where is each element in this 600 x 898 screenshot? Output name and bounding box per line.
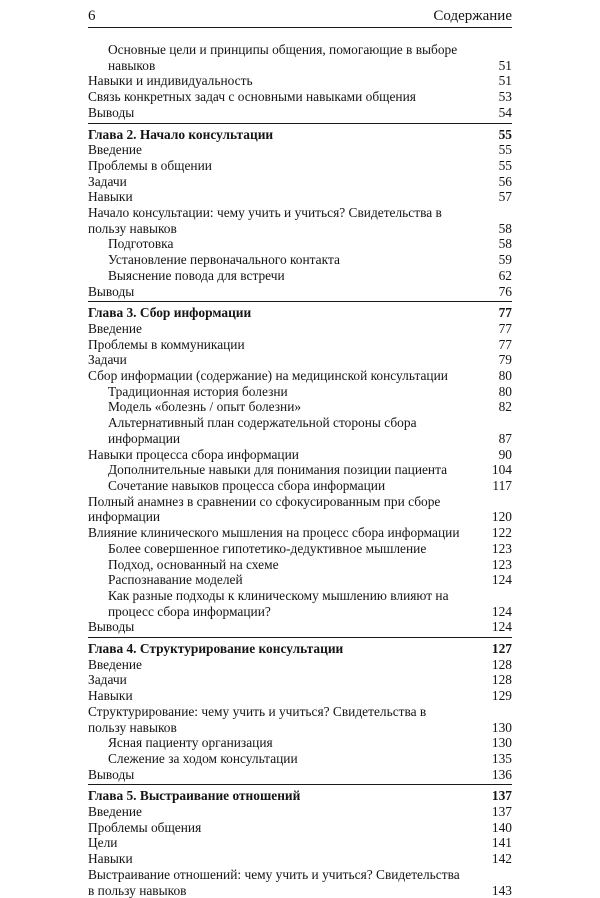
toc-entry-title: Выводы xyxy=(88,766,135,782)
toc-page-number: 79 xyxy=(498,352,512,368)
toc-page-number: 55 xyxy=(498,142,512,158)
toc-entry[interactable] xyxy=(88,867,512,898)
toc-entry-title: Выстраивание отношений: чему учить и учиться? Свидетельства в пользу навыков xyxy=(88,866,460,898)
toc-entry-title: Глава 5. Выстраивание отношений xyxy=(88,788,301,804)
toc-subentry[interactable] xyxy=(88,751,512,767)
toc-page-number: 59 xyxy=(498,252,512,268)
toc-entry-title: Традиционная история болезни xyxy=(108,383,288,399)
running-title: Содержание xyxy=(433,8,512,24)
chapter-divider xyxy=(88,301,512,302)
page-header xyxy=(88,3,512,27)
toc-page-number: 136 xyxy=(491,766,512,782)
toc-page-number: 51 xyxy=(498,57,512,73)
toc-page-number: 87 xyxy=(498,430,512,446)
table-of-contents xyxy=(88,42,512,898)
toc-entry[interactable] xyxy=(88,174,512,190)
toc-page-number: 77 xyxy=(498,336,512,352)
toc-page-number: 56 xyxy=(498,173,512,189)
header-rule xyxy=(88,27,512,28)
toc-entry[interactable] xyxy=(88,368,512,384)
toc-page-number: 77 xyxy=(498,320,512,336)
toc-page-number: 62 xyxy=(498,267,512,283)
toc-subentry[interactable] xyxy=(88,399,512,415)
toc-entry[interactable] xyxy=(88,89,512,105)
toc-page-number: 117 xyxy=(492,477,512,493)
toc-page-number: 142 xyxy=(491,851,512,867)
toc-entry-title: Навыки xyxy=(88,851,133,867)
toc-page-number: 76 xyxy=(498,283,512,299)
toc-entry-title: Установление первоначального контакта xyxy=(108,252,340,268)
toc-subentry[interactable] xyxy=(88,735,512,751)
toc-entry-title: Полный анамнез в сравнении со сфокусированным при сборе информации xyxy=(88,493,441,525)
toc-page-number: 51 xyxy=(498,73,512,89)
toc-chapter-heading[interactable] xyxy=(88,641,512,657)
toc-page-number: 130 xyxy=(491,735,512,751)
toc-page-number: 124 xyxy=(491,572,512,588)
toc-entry-title: Глава 4. Структурирование консультации xyxy=(88,641,344,657)
toc-entry[interactable] xyxy=(88,820,512,836)
toc-entry-title: Навыки и индивидуальность xyxy=(88,73,253,89)
toc-entry-title: Альтернативный план содержательной стороны сбора информации xyxy=(108,415,417,446)
toc-entry[interactable] xyxy=(88,804,512,820)
toc-entry-title: Ясная пациенту организация xyxy=(108,735,273,751)
toc-page-number: 58 xyxy=(498,236,512,252)
toc-page-number: 124 xyxy=(491,603,512,619)
toc-chapter-heading[interactable] xyxy=(88,305,512,321)
toc-page-number: 54 xyxy=(498,104,512,120)
toc-page-number: 57 xyxy=(498,189,512,205)
toc-entry-title: Введение xyxy=(88,320,142,336)
toc-page-number: 143 xyxy=(491,882,512,898)
toc-entry[interactable] xyxy=(88,73,512,89)
toc-page-number: 122 xyxy=(491,525,512,541)
toc-entry[interactable] xyxy=(88,105,512,121)
toc-page-number: 90 xyxy=(498,446,512,462)
toc-chapter-heading[interactable] xyxy=(88,127,512,143)
toc-entry[interactable] xyxy=(88,447,512,463)
toc-entry-title: Проблемы общения xyxy=(88,819,202,835)
toc-entry[interactable] xyxy=(88,767,512,783)
toc-entry-title: Глава 2. Начало консультации xyxy=(88,126,274,142)
toc-entry-title: Основные цели и принципы общения, помогающие в выборе навыков xyxy=(108,42,458,73)
toc-page-number: 77 xyxy=(498,305,512,321)
toc-entry-title: Навыки xyxy=(88,688,133,704)
toc-page-number: 123 xyxy=(491,540,512,556)
toc-entry-title: Сочетание навыков процесса сбора информации xyxy=(108,477,386,493)
toc-entry[interactable] xyxy=(88,158,512,174)
toc-entry[interactable] xyxy=(88,321,512,337)
toc-page-number: 80 xyxy=(498,383,512,399)
toc-subentry[interactable] xyxy=(88,588,512,619)
toc-entry-title: Введение xyxy=(88,804,142,820)
toc-entry-title: Выводы xyxy=(88,104,135,120)
toc-entry-title: Начало консультации: чему учить и учиться? Свидетельства в пользу навыков xyxy=(88,205,442,236)
chapter-divider xyxy=(88,123,512,124)
toc-subentry[interactable] xyxy=(88,557,512,573)
toc-chapter-heading[interactable] xyxy=(88,788,512,804)
toc-entry-title: Как разные подходы к клиническому мышлению влияют на процесс сбора информации? xyxy=(108,587,449,619)
toc-entry-title: Выяснение повода для встречи xyxy=(108,267,285,283)
toc-page-number: 137 xyxy=(491,804,512,820)
toc-entry-title: Распознавание моделей xyxy=(108,572,243,588)
toc-entry-title: Задачи xyxy=(88,352,127,368)
toc-page-number: 120 xyxy=(491,509,512,525)
toc-entry[interactable] xyxy=(88,672,512,688)
toc-entry[interactable] xyxy=(88,142,512,158)
toc-page-number: 53 xyxy=(498,89,512,105)
toc-entry[interactable] xyxy=(88,851,512,867)
toc-entry-title: Введение xyxy=(88,142,142,158)
toc-page-number: 55 xyxy=(498,157,512,173)
toc-page-number: 135 xyxy=(491,750,512,766)
toc-page-number: 124 xyxy=(491,619,512,635)
toc-entry[interactable] xyxy=(88,704,512,735)
toc-subentry[interactable] xyxy=(88,236,512,252)
toc-page-number: 137 xyxy=(491,788,512,804)
toc-entry-title: Навыки xyxy=(88,189,133,205)
toc-entry-title: Проблемы в коммуникации xyxy=(88,336,245,352)
toc-page-number: 129 xyxy=(491,688,512,704)
toc-entry-title: Модель «болезнь / опыт болезни» xyxy=(108,399,302,415)
toc-entry[interactable] xyxy=(88,284,512,300)
toc-subentry[interactable] xyxy=(88,541,512,557)
toc-subentry[interactable] xyxy=(88,384,512,400)
toc-page-number: 104 xyxy=(491,462,512,478)
toc-entry-title: Влияние клинического мышления на процесс сбора информации xyxy=(88,525,460,541)
toc-page-number: 128 xyxy=(491,656,512,672)
chapter-divider xyxy=(88,637,512,638)
toc-entry[interactable] xyxy=(88,337,512,353)
toc-entry-title: Проблемы в общении xyxy=(88,157,212,173)
toc-entry[interactable] xyxy=(88,189,512,205)
toc-entry-title: Слежение за ходом консультации xyxy=(108,750,298,766)
page-number: 6 xyxy=(88,8,96,24)
toc-entry-title: Навыки процесса сбора информации xyxy=(88,446,299,462)
toc-subentry[interactable] xyxy=(88,252,512,268)
toc-subentry[interactable] xyxy=(88,478,512,494)
toc-subentry[interactable] xyxy=(88,572,512,588)
toc-entry[interactable] xyxy=(88,525,512,541)
toc-entry-title: Цели xyxy=(88,835,118,851)
toc-page-number: 127 xyxy=(491,641,512,657)
toc-subentry[interactable] xyxy=(88,415,512,446)
toc-page-number: 140 xyxy=(491,819,512,835)
toc-page-number: 55 xyxy=(498,126,512,142)
toc-entry-title: Задачи xyxy=(88,173,127,189)
toc-entry-title: Выводы xyxy=(88,283,135,299)
toc-entry[interactable] xyxy=(88,619,512,635)
toc-entry-title: Глава 3. Сбор информации xyxy=(88,305,252,321)
toc-entry-title: Структурирование: чему учить и учиться? Свидетельства в пользу навыков xyxy=(88,703,427,735)
toc-entry[interactable] xyxy=(88,352,512,368)
toc-entry-title: Связь конкретных задач с основными навыками общения xyxy=(88,89,416,105)
toc-entry[interactable] xyxy=(88,657,512,673)
toc-entry-title: Подход, основанный на схеме xyxy=(108,556,279,572)
toc-entry-title: Более совершенное гипотетико-дедуктивное мышление xyxy=(108,540,427,556)
toc-subentry[interactable] xyxy=(88,462,512,478)
toc-entry-title: Выводы xyxy=(88,619,135,635)
toc-page-number: 141 xyxy=(491,835,512,851)
toc-page-number: 58 xyxy=(498,220,512,236)
toc-page-number: 130 xyxy=(491,719,512,735)
toc-subentry[interactable] xyxy=(88,268,512,284)
toc-entry-title: Подготовка xyxy=(108,236,174,252)
toc-entry-title: Введение xyxy=(88,656,142,672)
toc-entry[interactable] xyxy=(88,835,512,851)
toc-entry-title: Сбор информации (содержание) на медицинской консультации xyxy=(88,368,448,384)
toc-page-number: 82 xyxy=(498,399,512,415)
toc-page-number: 80 xyxy=(498,368,512,384)
toc-entry[interactable] xyxy=(88,688,512,704)
chapter-divider xyxy=(88,784,512,785)
toc-page-number: 123 xyxy=(491,556,512,572)
toc-subentry[interactable] xyxy=(88,42,512,73)
toc-entry[interactable] xyxy=(88,205,512,236)
toc-entry-title: Дополнительные навыки для понимания позиции пациента xyxy=(108,462,448,478)
toc-entry[interactable] xyxy=(88,494,512,525)
toc-page-number: 128 xyxy=(491,672,512,688)
toc-entry-title: Задачи xyxy=(88,672,127,688)
